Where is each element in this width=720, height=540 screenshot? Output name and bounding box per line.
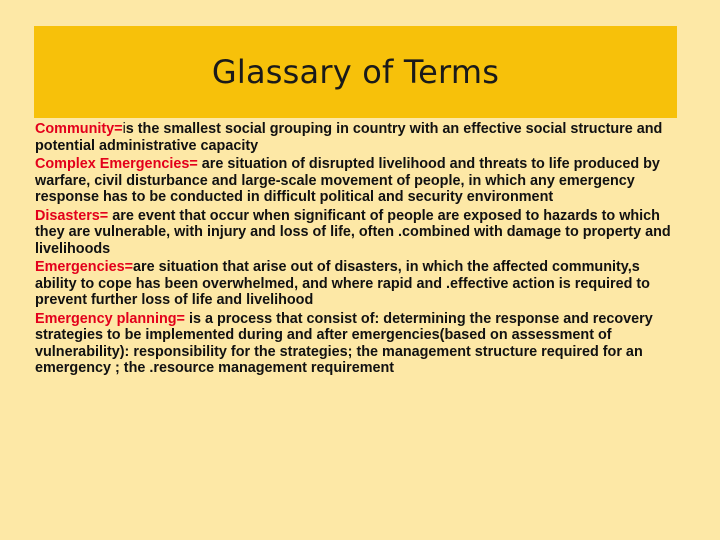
glossary-entry-emergencies: [35, 259, 685, 309]
glossary-entry-complex-emergencies: [35, 156, 685, 206]
glossary-term: Complex Emergencies=: [35, 156, 198, 172]
glossary-term: Emergency planning=: [35, 310, 185, 327]
glossary-definition: are situation that arise out of disasters, in which the affected community,s ability to cope has been overwhelmed, and where rapid and .effective action is required to prevent further loss of life and livelihood: [35, 259, 650, 308]
glossary-entry-emergency-planning: [35, 311, 685, 377]
glossary-entry-disasters: [35, 208, 685, 258]
glossary-definition: s the smallest social grouping in country with an effective social structure and potential administrative capacity: [35, 121, 663, 154]
glossary-term: Community=: [35, 121, 123, 137]
glossary-definition: are situation of disrupted livelihood and threats to life produced by warfare, civil disturbance and large-scale movement of people, in which any emergency response has to be conducted in difficult political and security environment: [35, 156, 660, 205]
glossary-term: Disasters=: [35, 207, 109, 224]
glossary-entry-community: [35, 121, 685, 154]
glossary-content: [35, 121, 685, 379]
glossary-term: Emergencies=: [35, 259, 133, 275]
slide-title: Glassary of Terms: [211, 53, 500, 91]
glossary-definition: are event that occur when significant of people are exposed to hazards to which they are vulnerable, with injury and loss of life, often .combined with damage to property and livelihoods: [35, 207, 671, 257]
glossary-definition-lead: i: [122, 121, 126, 137]
glossary-definition: is a process that consist of: determining the response and recovery strategies to be implemented during and after emergencies(based on assessment of vulnerability): responsibility for the strategies; the management structure required for an emergency ; the .resource management requirement: [35, 310, 653, 376]
title-bar: [34, 26, 677, 118]
